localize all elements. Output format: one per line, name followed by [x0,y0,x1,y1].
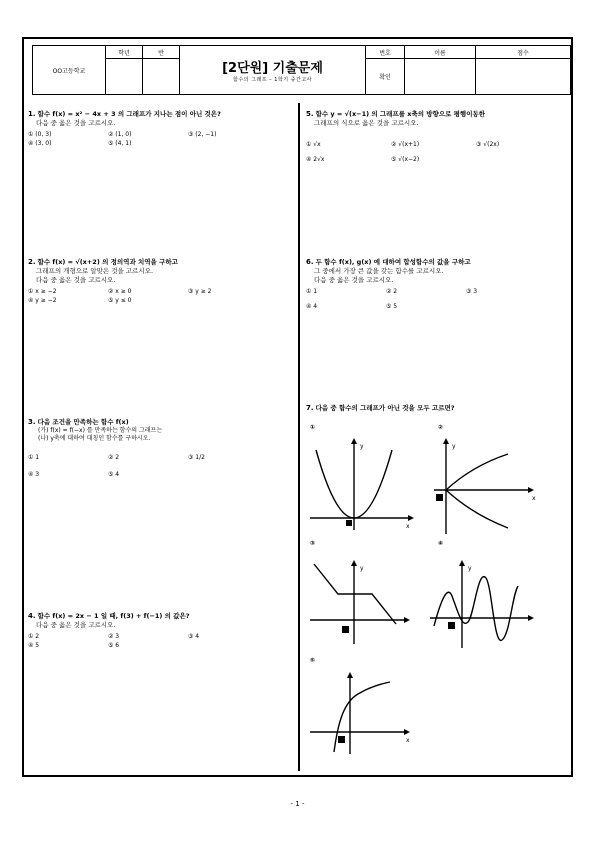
option-2[interactable]: ② 2 [108,454,120,461]
graph-label-5[interactable]: ⑤ [310,657,316,664]
y-axis-label: y [360,443,364,450]
y-axis-label: y [360,565,364,572]
graph-label-4[interactable]: ④ [438,540,444,547]
question-stem: 다음 중 함수의 그래프가 아닌 것을 모두 고르면? [315,404,455,412]
question-number: 7. [306,404,314,412]
exam-header [32,45,571,95]
y-axis-arrow [351,438,357,444]
x-axis-label: x [406,523,410,530]
question-stem: 함수 f(x) = 2x − 1 일 때, f(3) + f(−1) 의 값은? [37,612,190,620]
option-1[interactable]: ① 1 [306,288,318,295]
question-stem-line2: 그 중에서 가장 큰 값을 갖는 함수를 고르시오. [314,267,444,275]
name-label: 이름 [405,46,476,59]
option-5[interactable]: ⑤ 4 [108,471,120,478]
option-1[interactable]: ① √x [306,141,321,148]
school-name: OO고등학교 [33,46,106,95]
option-3[interactable]: ③ 1/2 [188,454,205,461]
answer-options [306,287,568,311]
answer-options [306,140,568,164]
question-stem-line2: 다음 중 옳은 것을 고르시오. [36,119,116,127]
question-stem: 다음 조건을 만족하는 함수 f(x) [37,418,129,426]
option-1[interactable]: ① x ≥ −2 [28,288,57,295]
option-3[interactable]: ③ 4 [188,633,200,640]
exam-title: [2단원] 기출문제 [222,61,323,76]
option-2[interactable]: ② x ≥ 0 [108,288,132,295]
option-2[interactable]: ② 2 [386,288,398,295]
curve [434,577,518,641]
option-4[interactable]: ④ 2√x [306,156,325,163]
class-box [143,59,180,95]
answer-options [28,287,293,305]
question-number: 4. [28,612,36,620]
x-axis-arrow [404,617,410,623]
question-stem: 함수 y = √(x−1) 의 그래프를 x축의 방향으로 평행이동한 [315,110,486,118]
option-1[interactable]: ① (0, 3) [28,131,52,138]
question-number: 6. [306,258,314,266]
option-5[interactable]: ⑤ 5 [386,303,398,310]
option-5[interactable]: ⑤ (4, 1) [108,140,132,147]
graph-label-3[interactable]: ③ [310,540,316,547]
option-3[interactable]: ③ 3 [466,288,478,295]
origin-mark [436,494,443,501]
x-axis-label: x [532,495,536,502]
confirm-label: 확인 [366,59,405,95]
question-number: 3. [28,418,36,426]
question-stem-line3: 다음 중 옳은 것을 고르시오. [36,276,116,284]
column-divider [298,103,300,771]
curve-lower [446,490,508,528]
option-1[interactable]: ① 1 [28,454,40,461]
question-number: 5. [306,110,314,118]
x-axis-arrow [528,487,534,493]
curve [314,564,396,624]
condition-2: (나) y축에 대하여 대칭인 함수를 구하시오. [38,435,151,442]
option-1[interactable]: ① 2 [28,633,40,640]
graph-1-parabola [308,436,414,532]
grade-box [106,59,143,95]
question-number: 2. [28,258,36,266]
exam-subtitle: 함수의 그래프 – 1학기 중간고사 [233,77,312,83]
option-3[interactable]: ③ √(2x) [476,141,500,148]
exam-title-cell [180,46,366,95]
question-1 [28,110,293,148]
condition-1: (가) f(x) = f(−x) 를 만족하는 함수의 그래프는 [38,427,163,434]
option-3[interactable]: ③ (2, −1) [188,131,217,138]
question-2 [28,258,293,305]
y-axis-label: y [468,565,472,572]
graph-5-log-curve [308,670,414,756]
graph-label-2[interactable]: ② [438,424,444,431]
number-label: 번호 [366,46,405,59]
origin-mark [342,626,349,633]
y-axis-label: y [452,443,456,450]
question-stem-line2: 그래프의 식으로 옳은 것을 고르시오. [314,119,419,127]
option-4[interactable]: ④ (3, 0) [28,140,52,147]
question-stem: 함수 f(x) = √(x+2) 의 정의역과 치역을 구하고 [37,258,178,266]
x-axis-arrow [408,515,414,521]
x-axis-arrow [528,615,534,621]
option-3[interactable]: ③ y ≥ 2 [188,288,212,295]
class-label: 반 [143,46,180,59]
question-stem-line2: 그래프의 개형으로 알맞은 것을 고르시오. [36,267,154,275]
origin-mark [338,736,345,743]
question-stem: 두 함수 f(x), g(x) 에 대하여 합성함수의 값을 구하고 [315,258,471,266]
question-5 [306,110,568,164]
y-axis-arrow [351,560,357,566]
x-axis-arrow [404,729,410,735]
option-4[interactable]: ④ 3 [28,471,40,478]
graph-3-piecewise [308,556,414,646]
grade-label: 학년 [106,46,143,59]
graph-4-wave [428,556,540,650]
graph-label-1[interactable]: ① [310,424,316,431]
option-4[interactable]: ④ 5 [28,642,40,649]
option-5[interactable]: ⑤ √(x−2) [391,156,420,163]
curve-upper [446,454,508,490]
answer-options [28,453,293,479]
y-axis-arrow [459,560,465,566]
graph-2-sideways-curve [432,436,540,536]
option-4[interactable]: ④ y ≥ −2 [28,297,57,304]
answer-options [28,130,293,148]
option-2[interactable]: ② √(x+1) [391,141,420,148]
question-6 [306,258,568,311]
question-3 [28,418,293,479]
question-7 [306,404,568,413]
option-2[interactable]: ② 3 [108,633,120,640]
question-stem-line3: 다음 중 옳은 것을 고르시오. [314,276,394,284]
question-number: 1. [28,110,36,118]
y-axis-arrow [443,438,449,444]
score-box [476,59,571,95]
x-axis-label: x [406,737,410,744]
y-axis-arrow [347,672,353,678]
question-stem: 함수 f(x) = x² − 4x + 3 의 그래프가 지나는 점이 아닌 것은? [37,110,221,118]
option-5[interactable]: ⑤ y ≤ 0 [108,297,132,304]
name-box [405,59,476,95]
option-4[interactable]: ④ 4 [306,303,318,310]
answer-options [28,632,293,650]
score-label: 점수 [476,46,571,59]
page-number: - 1 - [290,800,305,808]
option-2[interactable]: ② (1, 0) [108,131,132,138]
origin-mark [346,520,352,526]
question-4 [28,612,293,650]
origin-mark [448,622,455,629]
question-stem-line2: 다음 중 옳은 것을 고르시오. [36,621,116,629]
option-5[interactable]: ⑤ 6 [108,642,120,649]
